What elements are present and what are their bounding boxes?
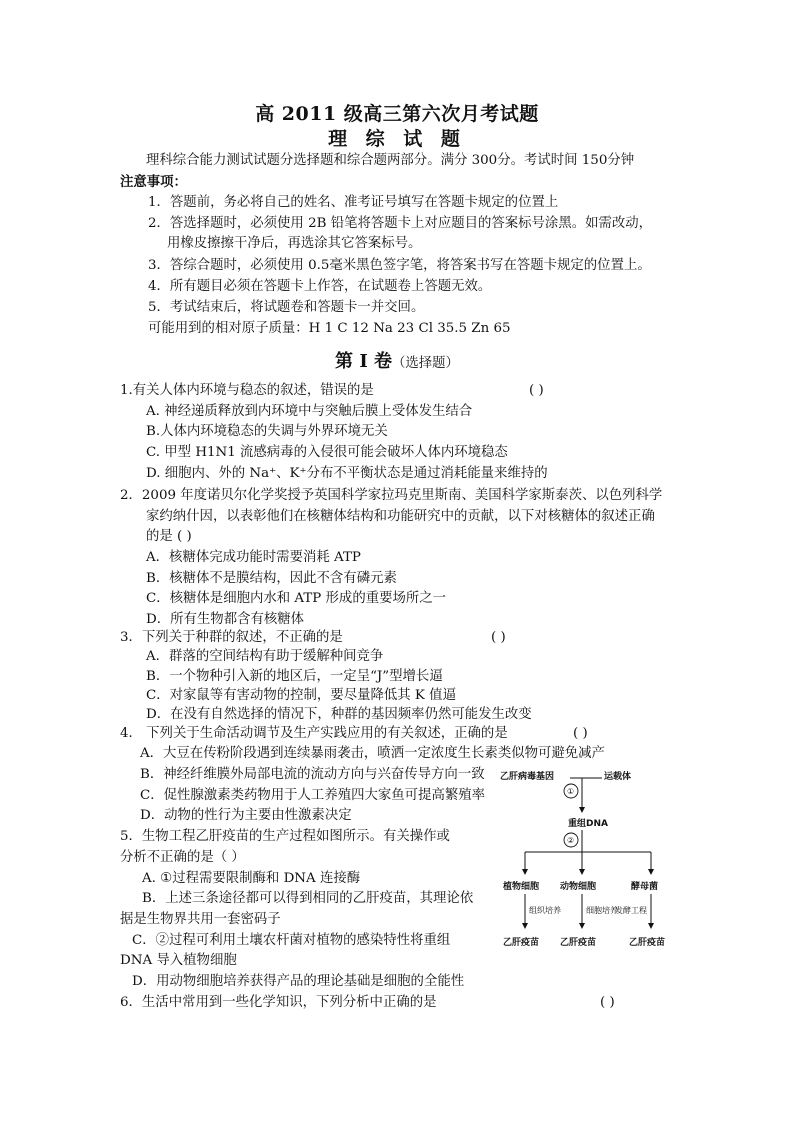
option: B．核糖体不是膜结构，因此不含有磷元素 <box>146 571 397 586</box>
notice-item: 3．答综合题时，必须使用 0.5毫米黑色签字笔，将答案书写在答题卡规定的位置上。 <box>148 258 651 273</box>
recombinant-dna-label: 重组DNA <box>568 819 608 829</box>
option: 据是生物界共用一套密码子 <box>120 912 281 927</box>
step-1-label: ① <box>567 787 575 796</box>
notice-item: 2．答选择题时，必须使用 2B 铅笔将答题卡上对应题目的答案标号涂黑。如需改动， <box>148 216 653 231</box>
option: B．上述三条途径都可以得到相同的乙肝疫苗，其理论依 <box>142 891 474 906</box>
step-2-label: ② <box>567 836 575 845</box>
product-label: 乙肝疫苗 <box>503 938 540 948</box>
option: A. ①过程需要限制酶和 DNA 连接酶 <box>142 871 361 886</box>
option: DNA 导入植物细胞 <box>120 953 237 968</box>
option: A．核糖体完成功能时需要消耗 ATP <box>146 550 361 565</box>
branch-label: 动物细胞 <box>560 882 597 892</box>
option: C．②过程可利用土壤农杆菌对植物的感染特性将重组 <box>132 933 451 948</box>
answer-bracket: ( ) <box>529 383 544 398</box>
question-2-stem: 2．2009 年度诺贝尔化学奖授予英国科学家拉玛克里斯南、美国科学家斯泰茨、以色列科学 <box>120 488 663 503</box>
atomic-mass-note: 可能用到的相对原子质量：H 1 C 12 Na 23 Cl 35.5 Zn 65 <box>148 321 511 336</box>
vaccine-production-diagram <box>494 768 684 954</box>
notice-item: 1．答题前，务必将自己的姓名、准考证号填写在答题卡规定的位置上 <box>148 195 559 210</box>
question-5-stem: 分析不正确的是（ ） <box>120 850 245 865</box>
option: D. 细胞内、外的 Na⁺、K⁺分布不平衡状态是通过消耗能量来维持的 <box>146 466 548 481</box>
question-6-stem: 6．生活中常用到一些化学知识，下列分析中正确的是 <box>120 995 437 1010</box>
answer-bracket: ( ) <box>573 726 588 741</box>
section-title <box>0 347 794 373</box>
exam-intro: 理科综合能力测试试题分选择题和综合题两部分。满分 300分。考试时间 150分钟 <box>146 153 635 168</box>
option: C．对家鼠等有害动物的控制，要尽量降低其 K 值逼 <box>146 688 456 703</box>
question-2-stem: 的是 ( ) <box>146 529 192 544</box>
option: B．神经纤维膜外局部电流的流动方向与兴奋传导方向一致 <box>140 767 485 782</box>
exam-title: 高 2011 级高三第六次月考试题 <box>255 103 539 125</box>
answer-bracket: ( ) <box>491 630 506 645</box>
option: D．在没有自然选择的情况下，种群的基因频率仍然可能发生改变 <box>146 707 532 722</box>
question-2-stem: 家约纳什因，以表彰他们在核糖体结构和功能研究中的贡献，以下对核糖体的叙述正确 <box>146 509 655 524</box>
option: A．大豆在传粉阶段遇到连续暴雨袭击，喷洒一定浓度生长素类似物可避免减产 <box>140 746 605 761</box>
exam-subtitle: 理 综 试 题 <box>328 128 466 150</box>
question-1-stem: 1.有关人体内环境与稳态的叙述，错误的是 <box>120 383 374 398</box>
option: C. 甲型 H1N1 流感病毒的入侵很可能会破坏人体内环境稳态 <box>146 445 508 460</box>
section-title-sub: （选择题） <box>392 356 459 371</box>
option: A．群落的空间结构有助于缓解种间竞争 <box>146 649 384 664</box>
question-5-stem: 5．生物工程乙肝疫苗的生产过程如图所示。有关操作或 <box>120 829 450 844</box>
question-4-stem: 4． 下列关于生命活动调节及生产实践应用的有关叙述，正确的是 <box>120 726 508 741</box>
gene-label: 乙肝病毒基因 <box>500 772 555 782</box>
product-label: 乙肝疫苗 <box>629 938 666 948</box>
method-label: 组织培养 <box>529 906 561 915</box>
branch-label: 酵母菌 <box>631 882 659 892</box>
answer-bracket: ( ) <box>600 995 615 1010</box>
option: D．动物的性行为主要由性激素决定 <box>140 808 352 823</box>
product-label: 乙肝疫苗 <box>560 938 597 948</box>
question-3-stem: 3．下列关于种群的叙述，不正确的是 <box>120 630 343 645</box>
notice-heading: 注意事项： <box>120 174 187 190</box>
notice-item: 4．所有题目必须在答题卡上作答，在试题卷上答题无效。 <box>148 279 492 294</box>
notice-item: 用橡皮擦擦干净后，再选涂其它答案标号。 <box>167 236 422 251</box>
method-label: 细胞培养 <box>586 906 618 915</box>
section-title-main: 第 I 卷 <box>335 351 392 372</box>
option: B．一个物种引入新的地区后，一定呈“J”型增长逼 <box>146 669 443 684</box>
vector-label: 运载体 <box>604 772 632 782</box>
option: A. 神经递质释放到内环境中与突触后膜上受体发生结合 <box>146 404 473 419</box>
option: D．所有生物都含有核糖体 <box>146 612 305 627</box>
notice-item: 5．考试结束后，将试题卷和答题卡一并交回。 <box>148 300 425 315</box>
option: C．核糖体是细胞内水和 ATP 形成的重要场所之一 <box>146 591 447 606</box>
branch-label: 植物细胞 <box>503 882 540 892</box>
option: B.人体内环境稳态的失调与外界环境无关 <box>146 424 388 439</box>
option: C．促性腺激素类药物用于人工养殖四大家鱼可提高繁殖率 <box>140 788 486 803</box>
method-label: 发酵工程 <box>615 906 647 915</box>
option: D．用动物细胞培养获得产品的理论基础是细胞的全能性 <box>132 974 465 989</box>
